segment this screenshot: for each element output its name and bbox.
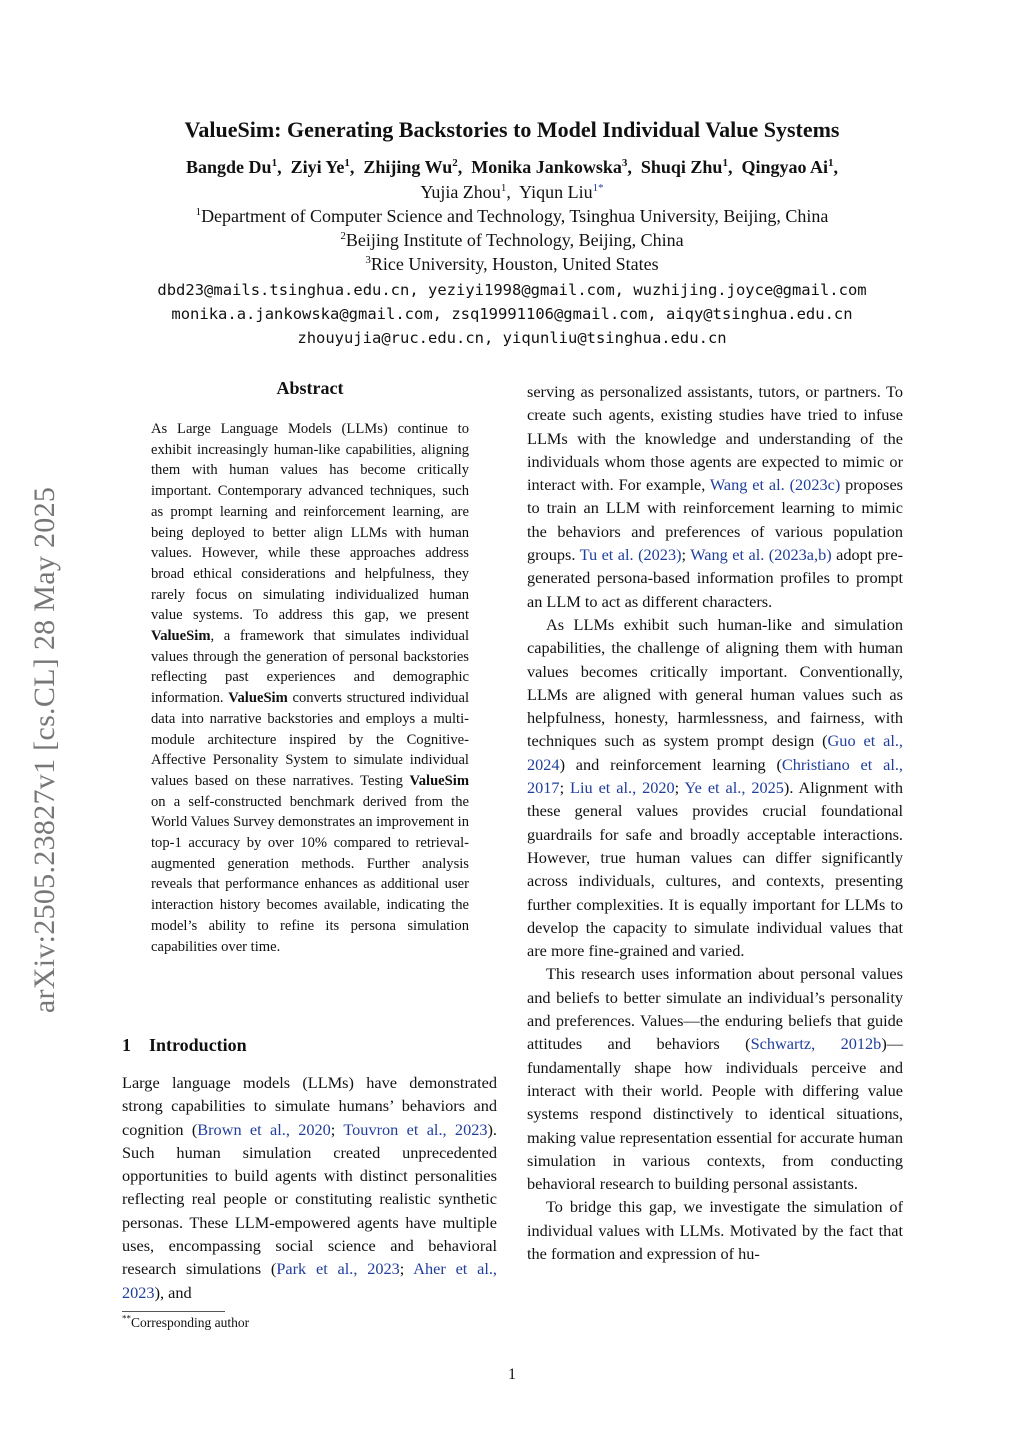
intro-right-column bbox=[527, 380, 903, 1265]
citation-link[interactable]: Wang et al. (2023c) bbox=[709, 475, 841, 495]
citation-link[interactable]: Touvron et al., 2023 bbox=[343, 1119, 488, 1139]
author: Bangde Du$^1$ bbox=[186, 157, 278, 177]
author: Monika Jankowska$^3$ bbox=[471, 157, 628, 177]
author-list-line2: Yujia Zhou$^1$, Yiqun Liu$^{1*}$ bbox=[420, 182, 604, 202]
abstract-heading: Abstract bbox=[276, 378, 344, 398]
author: Zhijing Wu$^2$ bbox=[363, 157, 458, 177]
author-list-line1: Bangde Du$^1$, Ziyi Ye$^1$, Zhijing Wu$^2$, Monika Jankowska$^3$, Shuqi Zhu$^1$, Qingyao Ai$^1$, bbox=[186, 157, 838, 177]
email-line: monika.a.jankowska@gmail.com, zsq19991106@gmail.com, aiqy@tsinghua.edu.cn bbox=[171, 305, 853, 323]
author: Shuqi Zhu$^1$ bbox=[640, 157, 728, 177]
paragraph: This research uses information about personal values and beliefs to better simulate an individual’s personality and preferences. Values—the enduring beliefs that guide attitudes and behaviors (Schwartz, 2012b)—fundamentally shape how individuals perceive and interact with their world. People with differing value systems respond distinctively to identical situations, making value representation essential for accurate human simulation in various contexts, from conducting behavioral research to building personal assistants. bbox=[527, 964, 904, 1194]
citation-link[interactable]: Schwartz, 2012b bbox=[750, 1034, 882, 1054]
footnote: **Corresponding author bbox=[122, 1313, 250, 1330]
affiliation: $^1$Department of Computer Science and Technology, Tsinghua University, Beijing, China bbox=[195, 206, 829, 226]
email-line: dbd23@mails.tsinghua.edu.cn, yeziyi1998@gmail.com, wuzhijing.joyce@gmail.com bbox=[157, 281, 867, 299]
page-number: 1 bbox=[508, 1366, 516, 1383]
paper-title: ValueSim: Generating Backstories to Model Individual Value Systems bbox=[184, 117, 840, 142]
citation-link[interactable]: Guo et al., 2024 bbox=[527, 731, 903, 774]
citation-link[interactable]: Aher et al., 2023 bbox=[122, 1259, 498, 1302]
author: Ziyi Ye$^1$ bbox=[290, 157, 350, 177]
intro-left-column bbox=[122, 1071, 497, 1304]
paragraph: As LLMs exhibit such human-like and simulation capabilities, the challenge of aligning them with human values becomes critically important. Conventionally, LLMs are aligned with general human values such as helpfulness, honesty, harmlessness, and fairness, with techniques such as system prompt design (Guo et al., 2024) and reinforcement learning (Christiano et al., 2017; Liu et al., 2020; Ye et al., 2025). Alignment with these general values provides crucial foundational guardrails for safe and broadly acceptable interactions. However, true human values can differ significantly across individuals, cultures, and contexts, presenting further complexities. It is equally important for LLMs to develop the capacity to simulate individual values that are more fine-grained and varied. bbox=[527, 614, 904, 961]
arxiv-identifier: arXiv:2505.23827v1 [cs.CL] 28 May 2025 bbox=[28, 486, 61, 1014]
footnote-rule bbox=[122, 1311, 225, 1312]
affiliation: $^2$Beijing Institute of Technology, Beijing, China bbox=[340, 230, 684, 250]
citation-link[interactable]: Tu et al. (2023) bbox=[579, 545, 682, 565]
citation-link[interactable]: Wang et al. (2023a,b) bbox=[690, 545, 832, 565]
email-line: zhouyujia@ruc.edu.cn, yiqunliu@tsinghua.edu.cn bbox=[297, 329, 727, 347]
citation-link[interactable]: Brown et al., 2020 bbox=[197, 1119, 331, 1139]
paragraph: To bridge this gap, we investigate the simulation of individual values with LLMs. Motivated by the fact that the formation and expression of hu- bbox=[527, 1197, 903, 1263]
citation-link[interactable]: Christiano et al., 2017 bbox=[527, 754, 904, 798]
citation-link[interactable]: Ye et al., 2025 bbox=[684, 778, 784, 798]
author: Yiqun Liu$^{1*}$ bbox=[519, 182, 604, 202]
author: Yujia Zhou$^1$ bbox=[420, 182, 507, 202]
section-heading: 1 Introduction bbox=[122, 1035, 247, 1055]
citation-link[interactable]: Liu et al., 2020 bbox=[570, 778, 675, 798]
affiliation: $^3$Rice University, Houston, United States bbox=[365, 254, 659, 274]
author: Qingyao Ai$^1$ bbox=[741, 157, 834, 177]
abstract-body: As Large Language Models (LLMs) continue to exhibit increasingly human-like capabilities, aligning them with human values has become critically important. Contemporary advanced techniques, such as prompt learning and reinforcement learning, are being deployed to better align LLMs with human values. However, while these approaches address broad ethical considerations and helpfulness, they rarely focus on simulating individualized human value systems. To address this gap, we present ValueSim, a framework that simulates individual values through the generation of personal backstories reflecting past experiences and demographic information. ValueSim converts structured individual data into narrative backstories and employs a multi-module architecture inspired by the Cognitive-Affective Personality System to simulate individual values based on these narratives. Testing ValueSim on a self-constructed benchmark derived from the World Values Survey demonstrates an improvement in top-1 accuracy by over 10% compared to retrieval-augmented generation methods. Further analysis reveals that performance enhances as additional user interaction history becomes available, indicating the model’s ability to refine its persona simulation capabilities over time. bbox=[151, 421, 469, 955]
arxiv-sidebar bbox=[28, 440, 62, 1060]
citation-link[interactable]: Park et al., 2023 bbox=[276, 1259, 400, 1279]
paragraph: Large language models (LLMs) have demonstrated strong capabilities to simulate humans’ behaviors and cognition (Brown et al., 2020; Touvron et al., 2023). Such human simulation created unprecedented opportunities to build agents with distinct personalities reflecting real people or constituting realistic synthetic personas. These LLM-empowered agents have multiple uses, encompassing social science and behavioral research simulations (Park et al., 2023; Aher et al., 2023), and bbox=[122, 1073, 498, 1302]
paragraph: serving as personalized assistants, tutors, or partners. To create such agents, existing studies have tried to infuse LLMs with the knowledge and understanding of the individuals whom those agents are expected to mimic or interact with. For example, Wang et al. (2023c) proposes to train an LLM with reinforcement learning to mimic the behaviors and preferences of various population groups. Tu et al. (2023); Wang et al. (2023a,b) adopt pre-generated persona-based information profiles to prompt an LLM to act as different characters. bbox=[527, 382, 904, 611]
